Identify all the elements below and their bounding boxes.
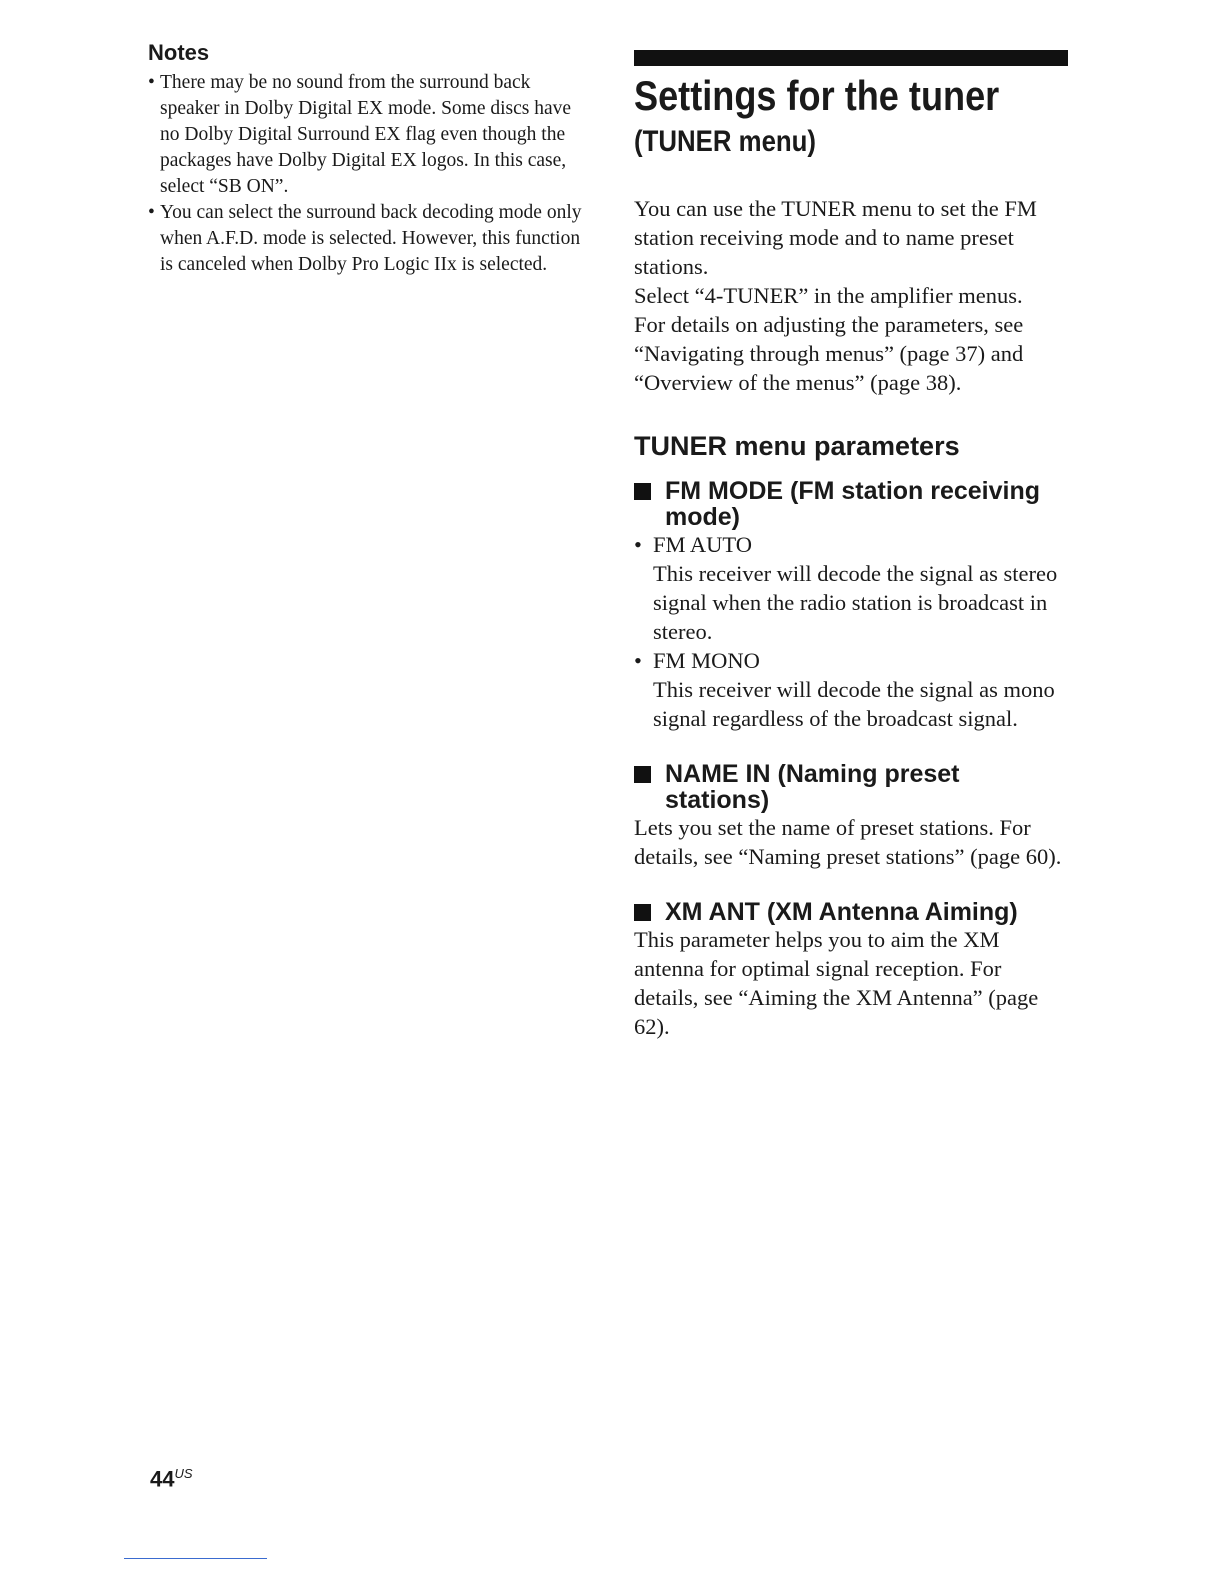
square-bullet-icon [634,904,651,921]
intro-line: Select “4-TUNER” in the amplifier menus. [634,283,1023,308]
param-heading [634,478,1070,530]
notes-section [148,40,588,278]
page-number-value: 44 [150,1466,175,1492]
param-description: Lets you set the name of preset stations. For details, see “Naming preset stations” (page 60). [634,815,1062,869]
param-heading-text: XM ANT (XM Antenna Aiming) [665,898,1018,926]
note-text: There may be no sound from the surround back speaker in Dolby Digital EX mode. Some discs have no Dolby Digital Surround EX flag even though the packages have Dolby Digital EX logos. In this case, select “SB ON”. [160,72,572,197]
tuner-settings-section [634,50,1070,1041]
intro-paragraph [634,194,1070,397]
bullet-icon: • [148,202,155,223]
param-heading-text: FM MODE (FM station receiving mode) [665,477,1041,531]
param-name-in [634,761,1070,871]
notes-heading: Notes [148,40,210,65]
param-heading-text: NAME IN (Naming preset stations) [665,760,960,814]
intro-line: For details on adjusting the parameters, see “Navigating through menus” (page 37) and “Overview of the menus” (page 38). [634,312,1024,395]
param-description: This parameter helps you to aim the XM antenna for optimal signal reception. For details, see “Aiming the XM Antenna” (page 62). [634,927,1039,1039]
title-rule [634,50,1068,66]
option-label: FM AUTO [653,532,752,557]
square-bullet-icon [634,766,651,783]
page-number [150,1466,193,1492]
intro-line: You can use the TUNER menu to set the FM station receiving mode and to name preset stations. [634,196,1037,279]
param-xm-ant [634,899,1070,1041]
bullet-icon: • [634,648,642,673]
footer-divider [124,1558,267,1559]
page-subtitle: (TUNER menu) [634,125,817,158]
bullet-icon: • [634,532,642,557]
option-item [634,646,1070,733]
option-item [634,530,1070,646]
note-text: You can select the surround back decoding mode only when A.F.D. mode is selected. However, this function is canceled when Dolby Pro Logic IIx is selected. [160,202,582,275]
option-description: This receiver will decode the signal as mono signal regardless of the broadcast signal. [653,677,1055,731]
notes-list [148,70,588,278]
square-bullet-icon [634,483,651,500]
page-region-suffix: US [174,1466,193,1481]
param-fm-mode [634,478,1070,733]
section-heading: TUNER menu parameters [634,431,960,461]
option-label: FM MONO [653,648,760,673]
option-list [634,530,1070,733]
option-description: This receiver will decode the signal as stereo signal when the radio station is broadcast in stereo. [653,561,1058,644]
param-heading [634,761,1070,813]
page-title: Settings for the tuner [634,72,1000,119]
note-item [148,70,588,200]
note-item [148,200,588,278]
bullet-icon: • [148,72,155,93]
param-heading [634,899,1070,925]
